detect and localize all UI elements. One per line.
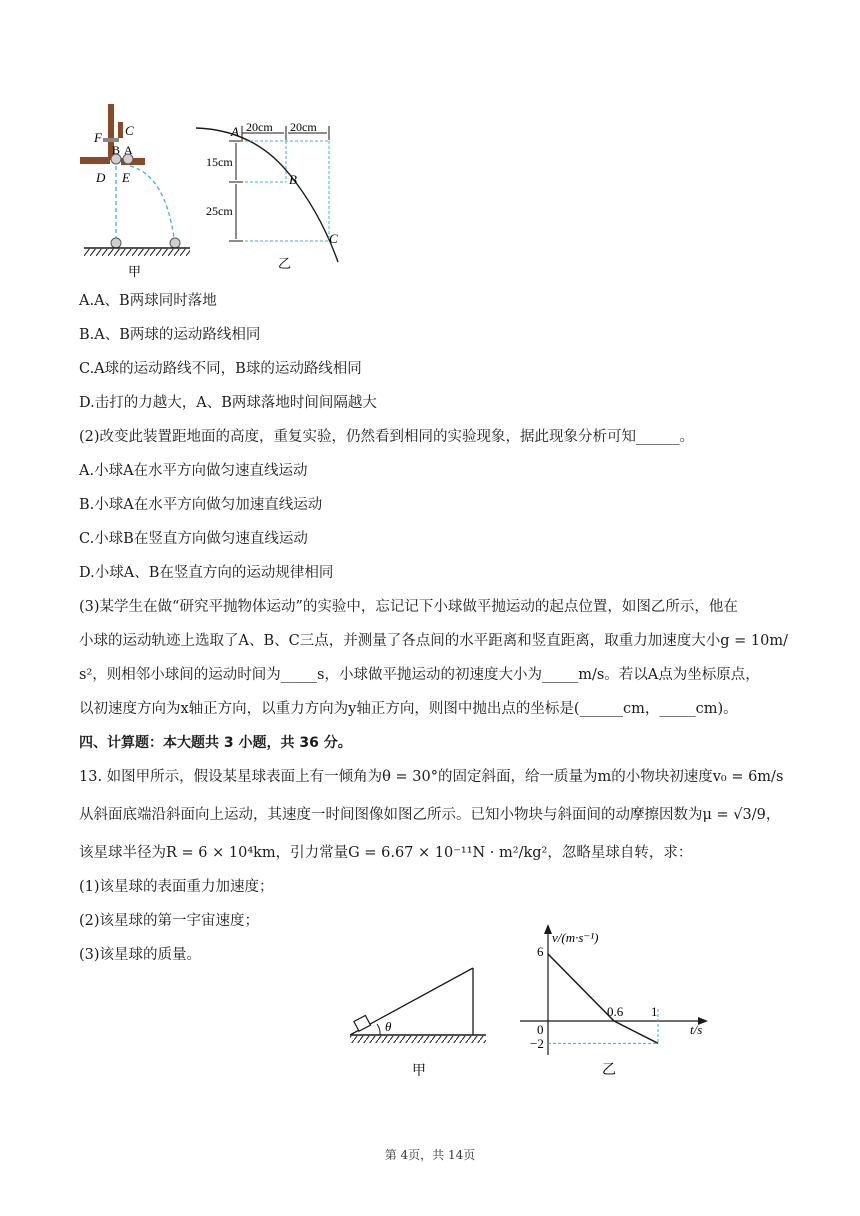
dim-label-v2: 25cm <box>206 204 233 218</box>
striker-c <box>118 122 123 138</box>
dim-label-v1: 15cm <box>206 155 233 169</box>
tick-x-06: 0.6 <box>607 1004 624 1019</box>
angle-label: θ <box>385 1019 392 1034</box>
angle-arc <box>377 1024 380 1035</box>
q1-option-a: A.A、B两球同时落地 <box>79 293 217 309</box>
q13-sub-2: (2)该星球的第一宇宙速度； <box>79 913 260 929</box>
base-plate-d <box>80 157 110 164</box>
label-f: F <box>94 130 102 145</box>
y-axis-label: v/(m·s⁻¹) <box>552 930 599 945</box>
q1-option-b: B.A、B两球的运动路线相同 <box>79 327 261 343</box>
ball-b-ground <box>111 238 121 248</box>
block-m <box>354 1015 371 1031</box>
caption-graph: 乙 <box>602 1063 616 1078</box>
incline-ground-hatch <box>350 1036 486 1043</box>
section-heading: 四、计算题：本大题共 3 小题，共 36 分。 <box>79 735 352 751</box>
q13-line-3: 该星球半径为R = 6 × 10⁴km，引力常量G = 6.67 × 10⁻¹¹N · m²/kg²，忽略星球自转，求： <box>79 845 693 861</box>
velocity-series-line <box>548 954 658 1043</box>
apparatus-jia <box>80 104 190 279</box>
q2-stem: (2)改变此装置距地面的高度，重复实验，仍然看到相同的实验现象，据此现象分析可知______。 <box>79 429 695 445</box>
throw-path-a <box>130 166 174 238</box>
spring-f <box>103 138 119 142</box>
trajectory-curve <box>196 128 338 262</box>
caption-yi: 乙 <box>278 256 292 271</box>
ground-hatch <box>84 249 190 256</box>
tick-x-1: 1 <box>651 1004 658 1019</box>
page-footer: 第 4页，共 14页 <box>384 1148 476 1162</box>
label-a: A <box>124 143 133 157</box>
q13-line-1: 13. 如图甲所示，假设某星球表面上有一倾角为θ = 30°的固定斜面，给一质量为m的小物块初速度v₀ = 6m/s <box>79 769 784 785</box>
ball-a-ground <box>170 238 180 248</box>
label-d: D <box>96 170 106 185</box>
label-b: B <box>112 143 121 157</box>
q2-option-d: D.小球A、B在竖直方向的运动规律相同 <box>79 565 334 581</box>
q2-option-b: B.小球A在水平方向做匀加速直线运动 <box>79 497 323 513</box>
label-e: E <box>122 170 130 185</box>
q13-sub-1: (1)该星球的表面重力加速度； <box>79 879 274 895</box>
tick-zero: 0 <box>537 1022 544 1037</box>
caption-incline: 甲 <box>412 1064 426 1079</box>
q3-line-3: s²，则相邻小球间的运动时间为_____s，小球做平抛运动的初速度大小为_____m/s。若以A点为坐标原点， <box>79 667 760 683</box>
q1-option-d: D.击打的力越大，A、B两球落地时间间隔越大 <box>79 395 377 411</box>
q3-line-4: 以初速度方向为x轴正方向，以重力方向为y轴正方向，则图中抛出点的坐标是(______cm，_____cm)。 <box>79 701 738 717</box>
dim-label-h1: 20cm <box>246 120 273 134</box>
q13-sub-3: (3)该星球的质量。 <box>79 947 202 963</box>
y-axis-arrow <box>544 924 552 934</box>
tick-y-6: 6 <box>537 944 544 959</box>
q2-option-a: A.小球A在水平方向做匀速直线运动 <box>79 463 308 479</box>
q3-line-2: 小球的运动轨迹上选取了A、B、C三点，并测量了各点间的水平距离和竖直距离，取重力加速度大小g = 10m/ <box>79 633 788 649</box>
point-b-label: B <box>289 172 297 187</box>
q13-line-2: 从斜面底端沿斜面向上运动，其速度一时间图像如图乙所示。已知小物块与斜面间的动摩擦因数为μ = √3/9， <box>79 807 781 823</box>
caption-jia: 甲 <box>128 264 142 279</box>
label-c: C <box>125 123 134 138</box>
q2-option-c: C.小球B在竖直方向做匀速直线运动 <box>79 531 308 547</box>
dim-label-h2: 20cm <box>290 120 317 134</box>
trajectory-yi <box>196 120 338 271</box>
x-axis-label: t/s <box>690 1022 703 1037</box>
figure-bottom <box>0 920 860 1090</box>
q3-line-1: (3)某学生在做“研究平抛物体运动”的实验中，忘记记下小球做平抛运动的起点位置，如图乙所示，他在 <box>79 599 738 615</box>
incline-jia <box>350 968 486 1079</box>
tick-y-neg2: −2 <box>530 1036 544 1051</box>
q1-option-c: C.A球的运动路线不同，B球的运动路线相同 <box>79 361 362 377</box>
point-a-label: A <box>231 124 239 139</box>
point-c-label: C <box>329 231 338 246</box>
vt-graph <box>520 924 708 1078</box>
figure-top <box>0 0 860 290</box>
